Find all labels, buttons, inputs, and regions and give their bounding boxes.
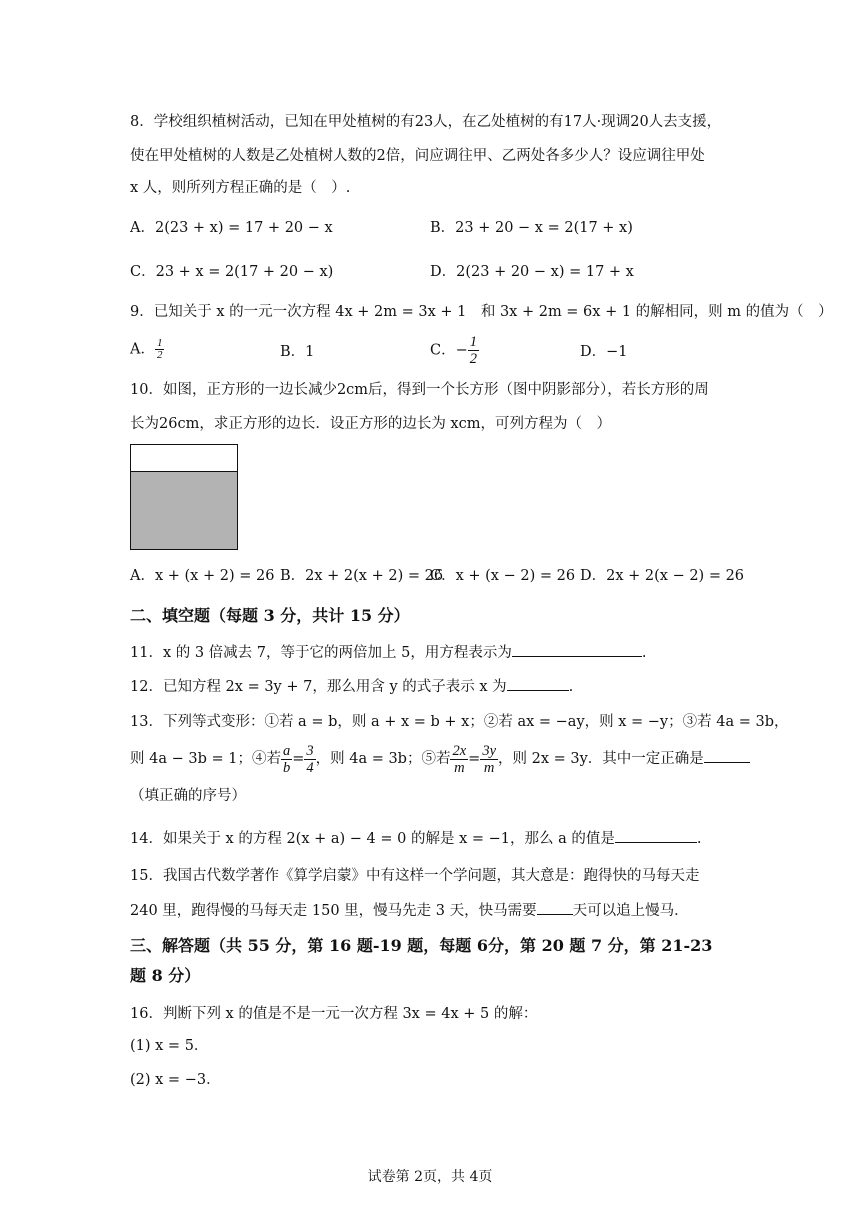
q13-f4-numerator: 3y (482, 742, 496, 759)
q13-line-3: （填正确的序号） (130, 788, 246, 804)
q15-text-b: 天可以追上慢马． (572, 903, 689, 919)
q10-line-2: 长为26cm，求正方形的边长．设正方形的边长为 xcm，可列方程为（ ） (130, 416, 611, 432)
q13-text-a: 则 4a − 3b = 1；④若 (130, 751, 281, 767)
q14 (130, 828, 701, 849)
q8-line-3: x 人，则所列方程正确的是（ ）. (130, 180, 351, 196)
q14-answer-blank[interactable] (615, 828, 697, 843)
q12-end: . (568, 679, 574, 695)
q13-f1-denominator: b (282, 759, 291, 776)
q14-text: 14．如果关于 x 的方程 2(x + a) − 4 = 0 的解是 x = −1，那么 a 的值是 (130, 831, 615, 847)
q8-line-1: 8．学校组织植树活动，已知在甲处植树的有23人，在乙处植树的有17人·现调20人去支援， (130, 114, 722, 130)
q13-text-c: ，则 4a = 3b；⑤若 (315, 751, 451, 767)
q9-c-fraction (468, 334, 479, 367)
square-rectangle-figure (130, 444, 238, 550)
q10-option-a: A．x + (x + 2) = 26 (130, 568, 275, 584)
q15-answer-blank[interactable] (537, 900, 573, 915)
q13-answer-blank[interactable] (704, 748, 750, 763)
q13-text-e: ，则 2x = 3y．其中一定正确是 (498, 751, 704, 767)
q10-option-d: D．2x + 2(x − 2) = 26 (580, 568, 745, 584)
q16-part-2: (2) x = −3． (130, 1072, 221, 1088)
q16-line-1: 16．判断下列 x 的值是不是一元一次方程 3x = 4x + 5 的解： (130, 1006, 538, 1022)
q9-option-d: D．−1 (580, 344, 628, 360)
q8-option-b: B．23 + 20 − x = 2(17 + x) (430, 220, 633, 236)
q9-c-numerator: 1 (469, 334, 477, 350)
q13-f3-denominator: m (454, 759, 465, 776)
shaded-rectangle (131, 471, 237, 549)
q12-answer-blank[interactable] (507, 676, 569, 691)
q15-line-2 (130, 900, 689, 921)
q8-option-d: D．2(23 + 20 − x) = 17 + x (430, 264, 634, 280)
section-3-heading-line-1: 三、解答题（共 55 分，第 16 题-19 题，每题 6分，第 20 题 7 分，第 21-23 (130, 936, 713, 955)
q11 (130, 642, 646, 663)
q9-a-fraction (155, 338, 165, 361)
q13-equals-1: = (292, 751, 305, 767)
q13-line-1: 13．下列等式变形：①若 a = b，则 a + x = b + x；②若 ax = −ay，则 x = −y；③若 4a = 3b， (130, 714, 789, 730)
q14-end: . (696, 831, 702, 847)
q8-option-c: C．23 + x = 2(17 + 20 − x) (130, 264, 334, 280)
section-2-heading: 二、填空题（每题 3 分，共计 15 分） (130, 606, 410, 625)
q12-text: 12．已知方程 2x = 3y + 7，那么用含 y 的式子表示 x 为 (130, 679, 507, 695)
page-footer: 试卷第 2页，共 4页 (367, 1169, 493, 1185)
q13-f3-numerator: 2x (452, 742, 467, 759)
q9-a-numerator: 1 (156, 337, 163, 349)
q15-line-1: 15．我国古代数学著作《算学启蒙》中有这样一个学问题，其大意是：跑得快的马每天走 (130, 868, 700, 884)
q13-f2-numerator: 3 (306, 742, 314, 759)
q12 (130, 676, 573, 697)
q13-f2-denominator: 4 (306, 759, 314, 776)
q9-c-prefix: C．− (430, 342, 468, 359)
q13-fraction-3-4 (304, 743, 315, 776)
q9-option-b: B．1 (280, 344, 315, 360)
q8-option-a: A．2(23 + x) = 17 + 20 − x (130, 220, 333, 236)
q11-end: . (641, 645, 647, 661)
q13-f4-denominator: m (483, 759, 495, 776)
q10-line-1: 10．如图，正方形的一边长减少2cm后，得到一个长方形（图中阴影部分），若长方形的周 (130, 382, 709, 398)
q13-line-2 (130, 742, 750, 776)
q11-answer-blank[interactable] (512, 642, 642, 657)
q13-fraction-a-b (281, 743, 292, 776)
q15-text-a: 240 里，跑得慢的马每天走 150 里，慢马先走 3 天，快马需要 (130, 903, 537, 919)
q9-a-prefix: A． (130, 341, 155, 358)
section-3-heading-line-2: 题 8 分） (130, 966, 201, 985)
q10-option-c: C．x + (x − 2) = 26 (430, 568, 576, 584)
q9-option-c (430, 334, 479, 367)
q13-fraction-3y-m (480, 743, 498, 776)
q11-text: 11．x 的 3 倍减去 7，等于它的两倍加上 5，用方程表示为 (130, 645, 512, 661)
q9-c-denominator: 2 (469, 351, 477, 367)
q8-line-2: 使在甲处植树的人数是乙处植树人数的2倍，问应调往甲、乙两处各多少人？设应调往甲处 (130, 148, 705, 164)
q10-option-b: B．2x + 2(x + 2) = 26 (280, 568, 444, 584)
q9-line-1: 9．已知关于 x 的一元一次方程 4x + 2m = 3x + 1 和 3x + 2m = 6x + 1 的解相同，则 m 的值为（ ） (130, 304, 833, 320)
q13-fraction-2x-m (450, 743, 468, 776)
q16-part-1: (1) x = 5． (130, 1038, 209, 1054)
q13-equals-2: = (468, 751, 481, 767)
q13-f1-numerator: a (282, 742, 291, 759)
q9-option-a (130, 338, 164, 361)
q9-a-denominator: 2 (156, 349, 163, 361)
